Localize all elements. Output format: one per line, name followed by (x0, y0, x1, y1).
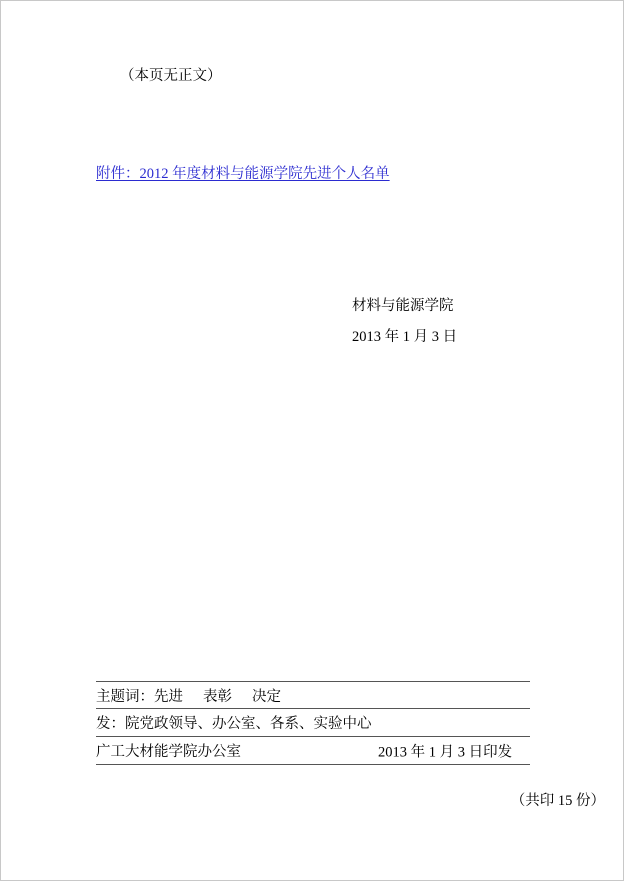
issue-date: 2013 年 1 月 3 日印发 (378, 744, 513, 760)
distribution-line: 发：院党政领导、办公室、各系、实验中心 (96, 716, 372, 732)
footer-row (96, 709, 530, 737)
print-count: （共印 15 份） (510, 793, 605, 809)
keywords-item-2: 表彰 (203, 688, 232, 705)
issuing-office: 广工大材能学院办公室 (96, 744, 241, 760)
signature-date: 2013 年 1 月 3 日 (352, 329, 458, 345)
keywords-item-3: 决定 (252, 688, 281, 705)
footer-row (96, 681, 530, 709)
footer-row (96, 737, 530, 765)
keywords-label: 主题词：先进 (96, 688, 183, 705)
document-footer (96, 681, 530, 765)
attachment-link[interactable]: 附件：2012 年度材料与能源学院先进个人名单 (96, 166, 390, 182)
no-text-note: （本页无正文） (120, 68, 222, 84)
signature-organization: 材料与能源学院 (352, 298, 454, 314)
